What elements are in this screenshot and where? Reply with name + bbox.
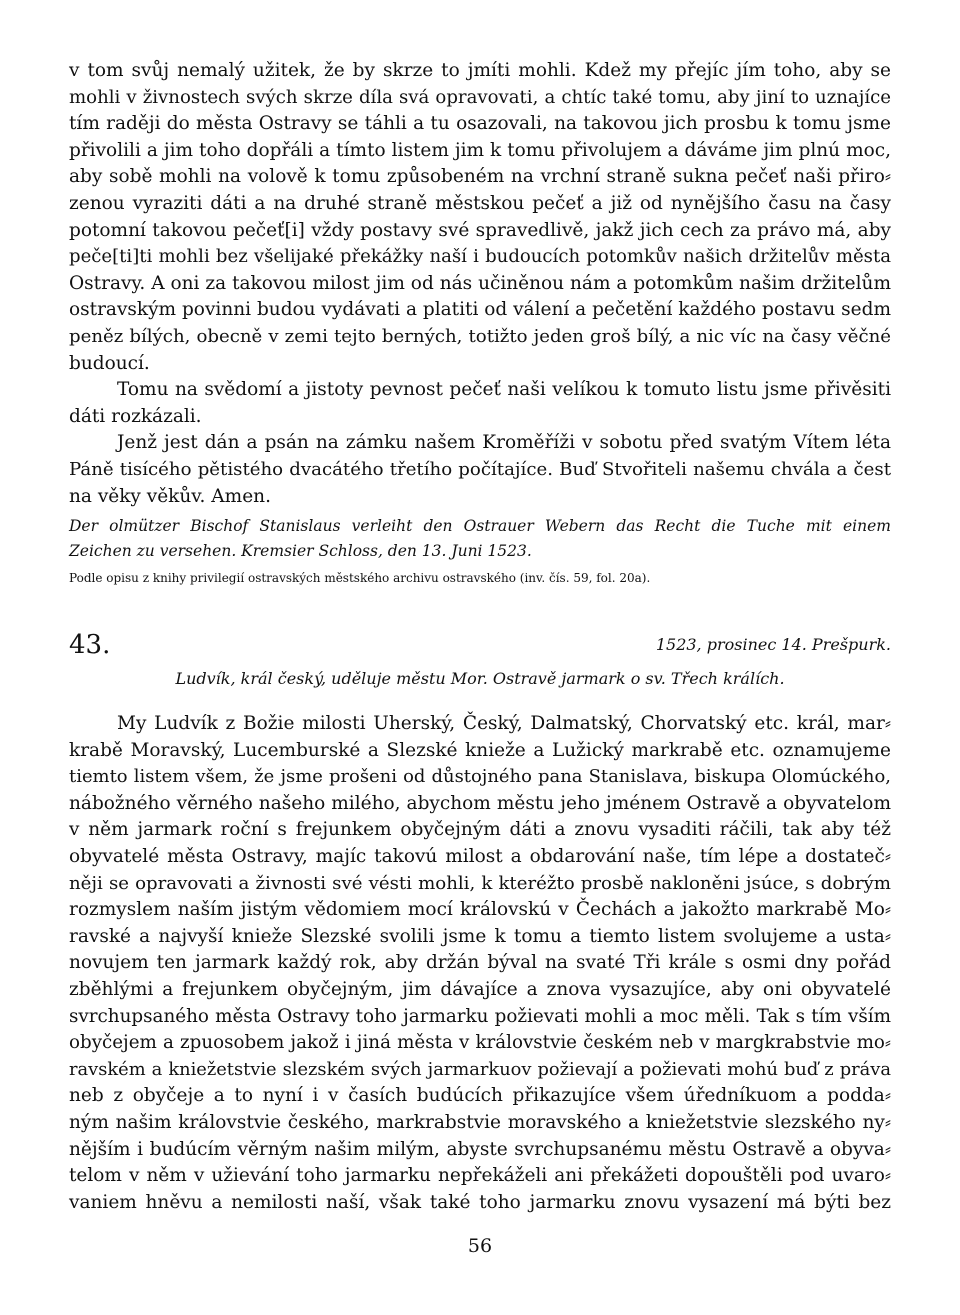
text-line: ostravským povinni budou vydávati a platiti od válení a pečetění každého postavu sedm: [69, 299, 891, 321]
text-line: obyvatelé města Ostravy, majíc takovú milost a obdarování naše, tím lépe a dostateč⸗: [69, 846, 891, 868]
text-line: zenou vyraziti dáti a na druhé straně městskou pečeť a již od nynějšího času na časy: [69, 192, 891, 214]
text-line: mohli v živnostech svých skrze díla svá opravovati, a chtíc také tomu, aby jiní to uznajíce: [69, 86, 891, 108]
text-line: zběhlými a frejunkem obyčejným, jim dávajíce a znova vysazujíce, aby oni obyvatelé: [69, 979, 891, 1001]
text-line: svrchupsaného města Ostravy toho jarmarku požievati mohli a moc měli. Tak s tím vším: [69, 1005, 891, 1027]
text-line: ravské a najvyší knieže Slezské svolili jsme k tomu a tiemto listem svolujeme a usta⸗: [69, 925, 891, 947]
paragraph-continuation: [69, 58, 891, 377]
document-summary: Ludvík, král český, uděluje městu Mor. Ostravě jarmark o sv. Třech králích.: [175, 669, 785, 689]
german-summary: [69, 514, 891, 564]
text-line: telom v něm v užievání toho jarmarku nepřekáželi ani překážeti dopouštěli pod uvaro⸗: [69, 1165, 891, 1187]
text-line: nábožného věrného našeho milého, abychom městu jeho jménem Ostravě a obyvatelom: [69, 792, 891, 814]
text-line: v něm jarmark roční s frejunkem obyčejným dáti a znovu vysaditi ráčili, tak aby též: [69, 819, 891, 841]
document-number: 43.: [69, 630, 111, 661]
text-line: obyčejem a zpuosobem jakož i jiná města v královstvie českém neb v margkrabstvie mo⸗: [69, 1032, 891, 1054]
text-line: My Ludvík z Božie milosti Uherský, Český, Dalmatský, Chorvatský etc. král, mar⸗: [117, 713, 891, 735]
text-line: potomní takovou pečeť[i] vždy postavy své spravedlivě, jakž jich cech za právo má, aby: [69, 219, 891, 241]
text-line: krabě Moravský, Lucemburské a Slezské knieže a Lužický markrabě etc. oznamujeme: [69, 739, 891, 761]
text-line: přivolili a jim toho dopřáli a tímto listem jim k tomu přivolujem a dáváme jim plnú moc,: [69, 139, 891, 161]
source-note: Podle opisu z knihy privilegií ostravských městského archivu ostravského (inv. čís. 59, fol. 20a).: [69, 571, 651, 586]
text-line: dáti rozkázali.: [69, 405, 202, 427]
text-line: Ostravy. A oni za takovou milost jim od nás učiněnou nám a potomkům našim držitelům: [69, 272, 891, 294]
text-line: peněz bílých, obecně v zemi tejto berných, totižto jeden groš bílý, a nic víc na časy věčné: [69, 325, 891, 347]
document-body: [69, 711, 891, 1216]
text-line: v tom svůj nemalý užitek, že by skrze to jmíti mohli. Kdež my přejíc jím toho, aby se: [69, 60, 891, 81]
paragraph-dating: [69, 430, 891, 510]
document-date: 1523, prosinec 14. Prešpurk.: [655, 635, 891, 655]
text-line: ravském a kniežetstvie slezském svých jarmarkuov požievají a požievati mohú buď z práva: [69, 1058, 891, 1080]
text-line: rozmyslem naším jistým vědomiem mocí královskú v Čechách a jakožto markrabě Mo⸗: [69, 899, 891, 921]
page-number: 56: [467, 1235, 493, 1257]
text-line: Zeichen zu versehen. Kremsier Schloss, den 13. Juni 1523.: [69, 542, 532, 561]
text-line: vaniem hněvu a nemilosti naší, však také toho jarmarku znovu vysazení má býti bez: [69, 1191, 891, 1213]
text-line: aby sobě mohli na volově k tomu způsobeném na vrchní straně sukna pečeť naši přiro⸗: [69, 166, 891, 188]
page-text: [69, 58, 891, 1216]
text-line: neb z obyčeje a to nyní i v časích budúcích přikazujíce všem úředníkuom a podda⸗: [69, 1085, 891, 1107]
text-line: tím raději do města Ostravy se táhli a tu osazovali, na takovou jich prosbu k tomu jsme: [69, 113, 891, 135]
document-heading: [69, 625, 891, 665]
text-line: tiemto listem všem, že jsme prošeni od důstojného pana Stanislava, biskupa Olomúckého,: [69, 766, 891, 788]
text-line: něji se opravovati a živnosti své vésti mohli, k kteréžto prosbě nakloněni jsúce, s dobrým: [69, 872, 891, 894]
text-line: nějším i budúcím věrným našim milým, abyste svrchupsanému městu Ostravě a obyva⸗: [69, 1138, 891, 1160]
text-line: Tomu na svědomí a jistoty pevnost pečeť naši velíkou k tomuto listu jsme přivěsiti: [117, 379, 891, 401]
text-line: Der olmützer Bischof Stanislaus verleiht den Ostrauer Webern das Recht die Tuche mit einem: [69, 517, 891, 536]
text-line: ným našim královstvie českého, markrabstvie moravského a kniežetstvie slezského ny⸗: [69, 1112, 891, 1133]
text-line: Páně tisícého pětistého dvacátého třetího počítajíce. Buď Stvořiteli našemu chvála a čest: [69, 458, 891, 480]
text-line: novujem ten jarmark každý rok, aby držán býval na svaté Tři krále s osmi dny pořád: [69, 952, 891, 974]
text-line: na věky věkův. Amen.: [69, 485, 271, 507]
text-line: peče[ti]ti mohli bez všelijaké překážky naší i budoucích potomkův našich držitelův města: [69, 246, 891, 268]
paragraph-sealing: [69, 377, 891, 430]
text-line: Jenž jest dán a psán na zámku našem Kroměříži v sobotu před svatým Vítem léta: [117, 432, 891, 454]
text-line: budoucí.: [69, 352, 150, 374]
